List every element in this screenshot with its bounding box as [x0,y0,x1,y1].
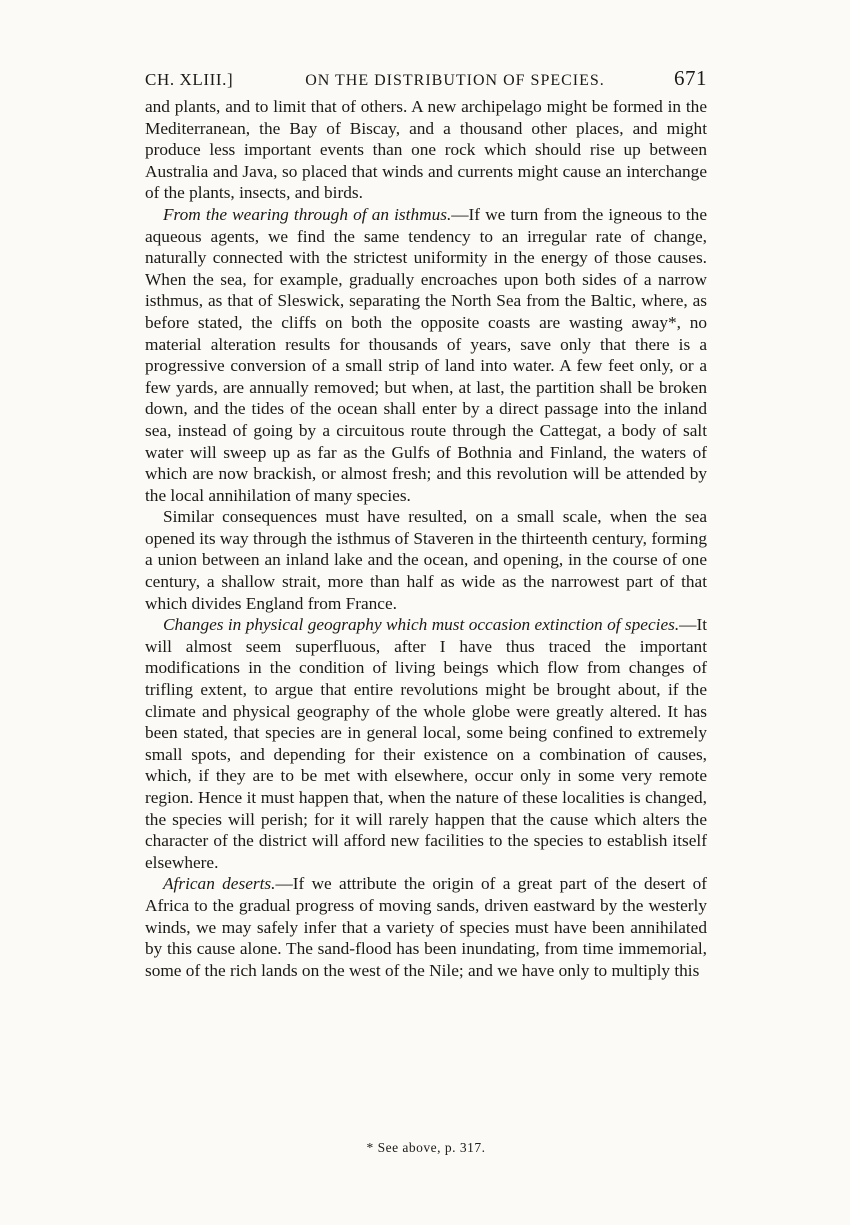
paragraph-african-deserts [145,873,707,981]
book-page [145,66,707,981]
paragraph-heading: Changes in physical geography which must occasion extinction of species. [163,615,680,635]
running-head [145,66,707,96]
paragraph-text: and plants, and to limit that of others. A new archipelago might be formed in the Mediterranean, the Bay of Biscay, and a thousand other places, and might produce less important events than one rock which should rise up between Australia and Java, so placed that winds and currents might cause an interchange of the plants, insects, and birds. [145,97,707,203]
paragraph-physical-geography [145,614,707,873]
footnote: * See above, p. 317. [366,1140,486,1155]
paragraph-staveren [145,506,707,614]
paragraph-heading: From the wearing through of an isthmus. [163,204,452,224]
paragraph-text: —If we turn from the igneous to the aqueous agents, we find the same tendency to an irregular rate of change, naturally connected with the strictest uniformity in the energy of those causes. When the sea, for example, gradually encroaches upon both sides of a narrow isthmus, as that of Sleswick, separating the North Sea from the Baltic, where, as before stated, the cliffs on both the opposite coasts are wasting away*, no material alteration results for thousands of years, save only that there is a progressive conversion of a small strip of land into water. A few feet only, or a few yards, are annually removed; but when, at last, the partition shall be broken down, and the tides of the ocean shall enter by a direct passage into the inland sea, instead of going by a circuitous route through the Cattegat, a body of salt water will sweep up as far as the Gulfs of Bothnia and Finland, the waters of which are now brackish, or almost fresh; and this revolution will be attended by the local annihilation of many species. [145,204,707,505]
paragraph-text: —If we attribute the origin of a great part of the desert of Africa to the gradual progress of moving sands, driven eastward by the westerly winds, we may safely infer that a variety of species must have been annihilated by this cause alone. The sand-flood has been inundating, from time immemorial, some of the rich lands on the west of the Nile; and we have only to multiply this [145,874,707,980]
running-title: ON THE DISTRIBUTION OF SPECIES. [305,72,605,89]
paragraph-isthmus [145,204,707,506]
paragraph-heading: African deserts. [163,874,276,894]
paragraph-text: Similar consequences must have resulted, on a small scale, when the sea opened its way through the isthmus of Staveren in the thirteenth century, forming a union between an inland lake and the ocean, and opening, in the course of one century, a shallow strait, more than half as wide as the narrowest part of that which divides England from France. [145,507,707,613]
paragraph-continuation [145,96,707,204]
paragraph-text: —It will almost seem superfluous, after I have thus traced the important modifications in the condition of living beings which flow from changes of trifling extent, to argue that entire revolutions might be brought about, if the climate and physical geography of the whole globe were greatly altered. It has been stated, that species are in general local, some being confined to extremely small spots, and depending for their existence on a combination of causes, which, if they are to be met with elsewhere, occur only in some very remote region. Hence it must happen that, when the nature of these localities is changed, the species will perish; for it will rarely happen that the cause which alters the character of the district will afford new facilities to the species to establish itself elsewhere. [145,615,707,872]
page-number: 671 [674,66,707,90]
chapter-label: CH. XLIII.] [145,70,234,89]
